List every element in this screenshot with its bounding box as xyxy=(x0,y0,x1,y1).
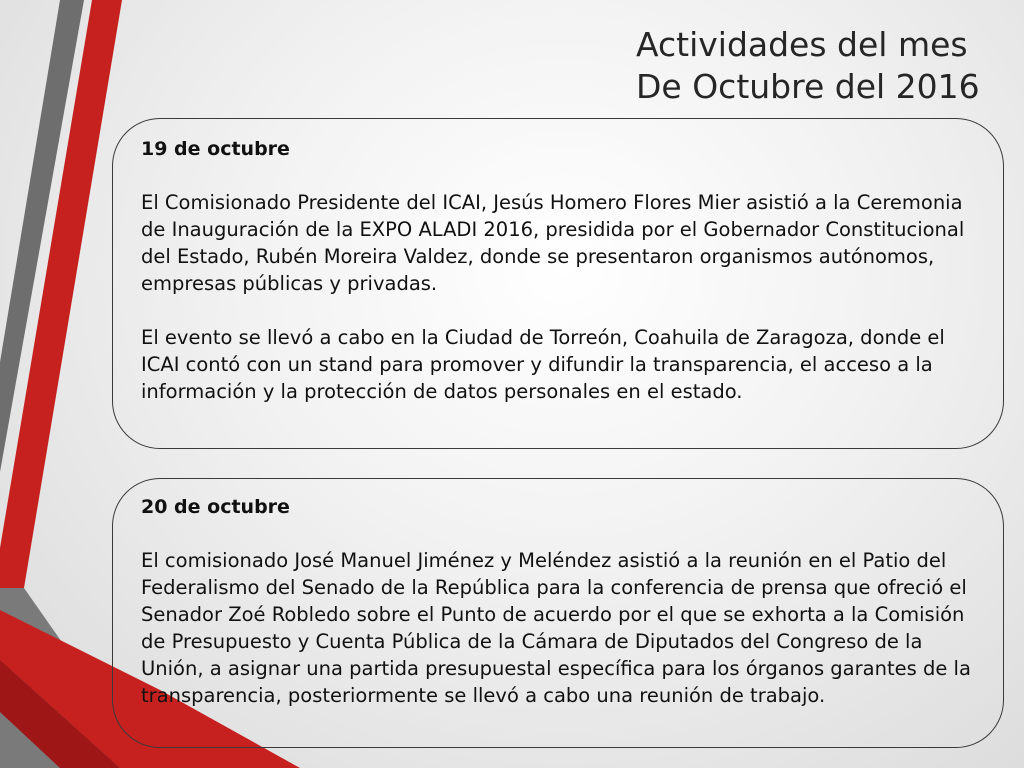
event-card-20-octubre xyxy=(112,478,1004,748)
event-paragraph: El comisionado José Manuel Jiménez y Meléndez asistió a la reunión en el Patio del Federalismo del Senado de la República para la conferencia de prensa que ofreció el Senador Zoé Robledo sobre el Punto de acuerdo por el que se exhorta a la Comisión de Presupuesto y Cuenta Pública de la Cámara de Diputados del Congreso de la Unión, a asignar una partida presupuestal específica para los órganos garantes de la transparencia, posteriormente se llevó a cabo una reunión de trabajo. xyxy=(141,549,971,707)
event-date: 19 de octubre xyxy=(141,138,290,160)
title-line-2: De Octubre del 2016 xyxy=(636,67,980,106)
title-line-1: Actividades del mes xyxy=(636,25,968,64)
event-paragraph: El evento se llevó a cabo en la Ciudad de Torreón, Coahuila de Zaragoza, donde el ICAI contó con un stand para promover y difundir la transparencia, el acceso a la información y la protección de datos personales en el estado. xyxy=(141,326,945,403)
slide-title xyxy=(636,24,1016,108)
event-card-19-octubre xyxy=(112,118,1004,449)
event-date: 20 de octubre xyxy=(141,496,290,518)
event-paragraph: El Comisionado Presidente del ICAI, Jesús Homero Flores Mier asistió a la Ceremonia de Inauguración de la EXPO ALADI 2016, presidida por el Gobernador Constitucional del Estado, Rubén Moreira Valdez, donde se presentaron organismos autónomos, empresas públicas y privadas. xyxy=(141,191,965,295)
